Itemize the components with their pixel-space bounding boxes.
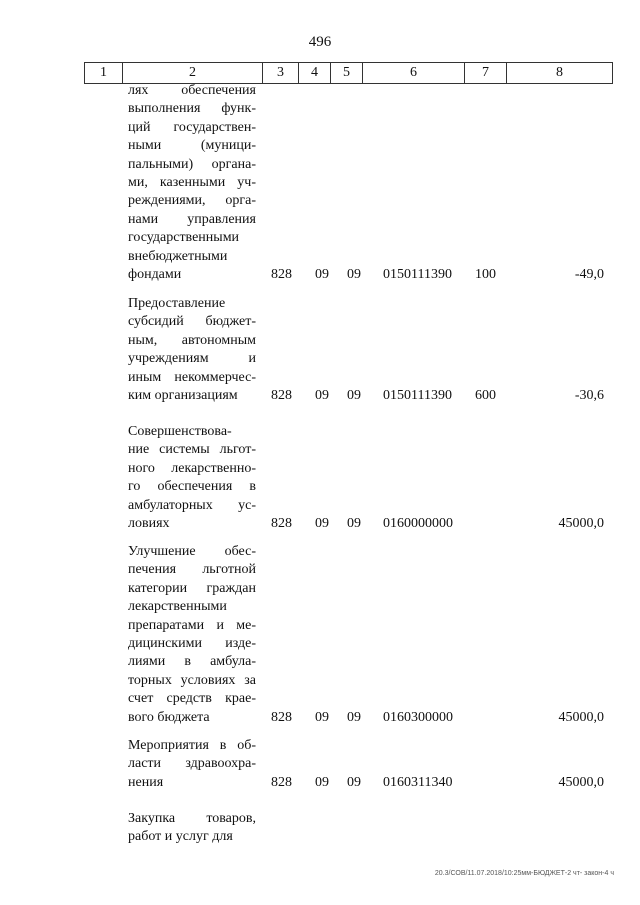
description-line: амбулаторных ус- <box>128 497 256 513</box>
row-description <box>128 295 256 405</box>
description-line: нения <box>128 774 164 790</box>
description-line: категории граждан <box>128 580 256 596</box>
header-col-8: 8 <box>507 63 613 83</box>
amount: -49,0 <box>574 267 604 282</box>
description-line: печения льготной <box>128 562 256 578</box>
amount: 45000,0 <box>558 774 604 790</box>
page-number: 496 <box>308 34 332 50</box>
amount: 45000,0 <box>558 516 604 531</box>
description-line: ким организациям <box>128 388 238 404</box>
description-line: ласти здравоохра- <box>128 756 256 772</box>
target-article-code: 0150111390 <box>383 388 452 403</box>
row-description <box>128 543 256 727</box>
row-description <box>128 423 256 533</box>
header-col-1: 1 <box>85 63 123 83</box>
description-line: лях обеспечения <box>128 83 256 98</box>
header-col-7: 7 <box>465 63 507 83</box>
description-line: Предоставление <box>128 296 226 311</box>
header-col-6: 6 <box>363 63 465 83</box>
subsection-code: 09 <box>347 709 361 725</box>
expense-type-code: 100 <box>475 267 496 282</box>
table-header <box>84 62 613 84</box>
section-code: 09 <box>315 388 329 403</box>
description-line: ций государствен- <box>128 119 256 135</box>
target-article-code: 0160311340 <box>383 774 453 790</box>
row-description <box>128 810 256 847</box>
description-line: Закупка товаров, <box>128 811 256 826</box>
description-line: ми, казенными уч- <box>128 175 256 191</box>
subsection-code: 09 <box>347 388 361 403</box>
section-code: 09 <box>315 774 329 790</box>
footer-note: 20.3/СОВ/11.07.2018/10:25мм-БЮДЖЕТ-2 чт- закон-4 ч <box>434 870 614 877</box>
description-line: лекарственными <box>128 599 227 615</box>
description-line: Мероприятия в об- <box>128 738 256 753</box>
ministry-code: 828 <box>271 388 292 403</box>
subsection-code: 09 <box>347 774 361 790</box>
header-col-3: 3 <box>263 63 299 83</box>
section-code: 09 <box>315 709 329 725</box>
section-code: 09 <box>315 267 329 282</box>
description-line: реждениями, орга- <box>128 193 256 209</box>
header-col-5: 5 <box>331 63 363 83</box>
description-line: лиями в амбула- <box>128 654 256 670</box>
expense-type-code: 600 <box>475 388 496 403</box>
description-line: пальными) органа- <box>128 156 256 172</box>
section-code: 09 <box>315 516 329 531</box>
description-line: Улучшение обес- <box>128 544 256 559</box>
description-line: нами управления <box>128 211 256 227</box>
amount: -30,6 <box>574 388 604 403</box>
description-line: счет средств крае- <box>128 691 256 707</box>
row-description <box>128 82 256 284</box>
description-line: фондами <box>128 267 182 283</box>
ministry-code: 828 <box>271 516 292 531</box>
description-line: ным, автономным <box>128 332 256 348</box>
description-line: ловиях <box>128 516 170 532</box>
description-line: иным некоммерчес- <box>128 369 256 385</box>
description-line: учреждениям и <box>128 351 256 367</box>
subsection-code: 09 <box>347 267 361 282</box>
description-line: работ и услуг для <box>128 829 233 845</box>
ministry-code: 828 <box>271 267 292 282</box>
description-line: дицинскими изде- <box>128 636 256 652</box>
ministry-code: 828 <box>271 774 292 790</box>
description-line: торных условиях за <box>128 672 256 688</box>
description-line: го обеспечения в <box>128 479 256 495</box>
target-article-code: 0160300000 <box>383 709 453 725</box>
row-description <box>128 737 256 792</box>
description-line: вого бюджета <box>128 709 210 725</box>
description-line: ние системы льгот- <box>128 442 256 458</box>
target-article-code: 0150111390 <box>383 267 452 282</box>
subsection-code: 09 <box>347 516 361 531</box>
amount: 45000,0 <box>558 709 604 725</box>
description-line: препаратами и ме- <box>128 617 256 633</box>
description-line: ными (муници- <box>128 138 256 154</box>
description-line: выполнения функ- <box>128 101 256 117</box>
ministry-code: 828 <box>271 709 292 725</box>
header-col-2: 2 <box>123 63 263 83</box>
description-line: Совершенствова- <box>128 424 232 439</box>
description-line: внебюджетными <box>128 248 228 264</box>
description-line: государственными <box>128 230 240 246</box>
description-line: ного лекарственно- <box>128 460 256 476</box>
header-col-4: 4 <box>299 63 331 83</box>
target-article-code: 0160000000 <box>383 516 453 531</box>
description-line: субсидий бюджет- <box>128 314 256 330</box>
